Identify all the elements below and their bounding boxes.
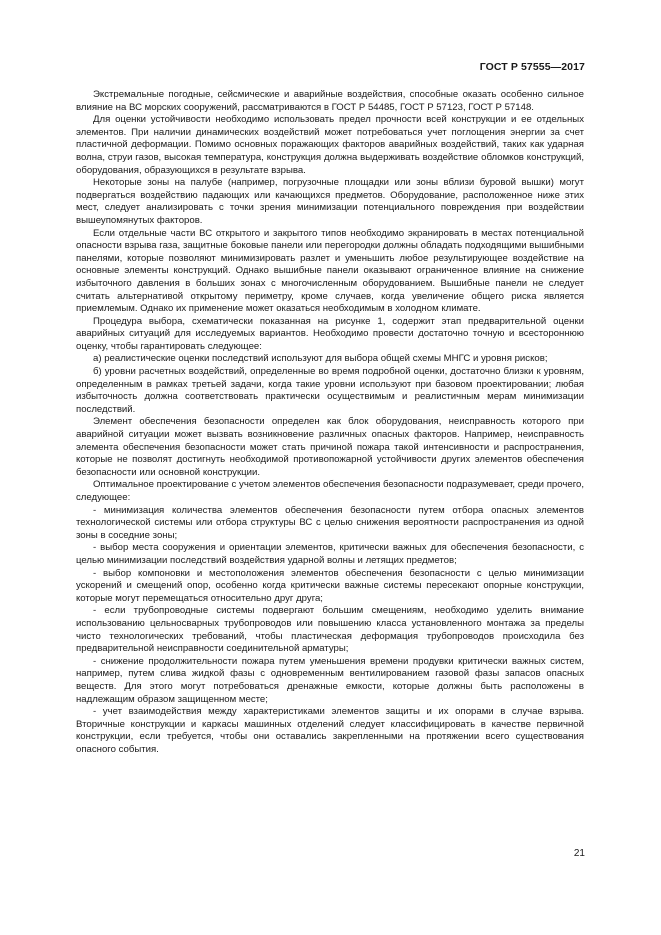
page-number: 21 <box>573 848 585 859</box>
document-standard-header: ГОСТ Р 57555—2017 <box>479 61 585 73</box>
paragraph-blast-panels: Если отдельные части ВС открытого и закрытого типов необходимо экранировать в местах потенциальной опасности взрыва газа, защитные боковые панели или перегородки должны обладать подходящими вышибными панелями, которые позволяют минимизировать разлет и уменьшить любое результирующее воздействие на основные элементы конструкций. Однако вышибные панели оказывают ограниченное влияние на снижение избыточного давления в больших зонах с многочисленным оборудованием. Вышибные панели не следует считать альтернативой открытому периметру, кроме случаев, когда увеличение общего риска является приемлемым. Однако их применение может оказаться необходимым в холодном климате. <box>76 227 584 315</box>
list-item-a: а) реалистические оценки последствий используют для выбора общей схемы МНГС и уровня рисков; <box>93 353 548 365</box>
paragraph-stability-assessment: Для оценки устойчивости необходимо использовать предел прочности всей конструкции и ее отдельных элементов. При наличии динамических воздействий может потребоваться учет поглощения энергии за счет пластичной деформации. Помимо основных поражающих факторов аварийных воздействий, таких как ударная волна, струи газов, высокая температура, конструкция должна выдерживать воздействие обломков конструкций, оборудования, образующихся в результате взрыва. <box>76 114 584 176</box>
document-body <box>76 89 584 756</box>
bullet-minimize-elements: - минимизация количества элементов обеспечения безопасности путем отбора опасных элементов технологической системы или отбора структуры ВС с целью снижения вероятности распространения из одной зоны в соседние зоны; <box>76 504 584 541</box>
list-item-b: б) уровни расчетных воздействий, определенные во время подробной оценки, достаточно близки к уровням, определенным в рамках третьей задачи, когда такие уровни используют при базовом проектировании; любая избыточность должна соответствовать практически осуществимым и реалистичным мерам минимизации последствий. <box>76 366 584 415</box>
bullet-layout-placement: - выбор компоновки и местоположения элементов обеспечения безопасности с целью минимизации ускорений и смещений опор, особенно когда критически важные системы пересекают опорные конструкции, которые могут перемещаться относительно друг друга; <box>76 567 584 604</box>
bullet-location-orientation: - выбор места сооружения и ориентации элементов, критически важных для обеспечения безопасности, с целью минимизации последствий воздействия ударной волны и летящих предметов; <box>76 542 584 566</box>
bullet-piping-systems: - если трубопроводные системы подвергают большим смещениям, необходимо уделить внимание использованию цельносварных трубопроводов или повышению класса установленного монтажа за пределы чисто технологических требований, чтобы пластическая деформация трубопроводов происходила без предварительной неисправности соединительной арматуры; <box>76 605 584 655</box>
paragraph-safety-element: Элемент обеспечения безопасности определен как блок оборудования, неисправность которого при аварийной ситуации может вызвать возникновение различных опасных факторов. Например, неисправность элемента обеспечения безопасности может стать причиной пожара такой интенсивности и распространения, которые не позволят достигнуть необходимой противопожарной устойчивости других элементов обеспечения безопасности или основной конструкции. <box>76 416 584 478</box>
bullet-protection-interaction: - учет взаимодействия между характеристиками элементов защиты и их опорами в случае взрыва. Вторичные конструкции и каркасы машинных отделений следует классифицировать в качестве первичной конструкции, если требуется, чтобы они оставались закрепленными на протяжении всего существования опасного события. <box>76 706 584 755</box>
bullet-fire-duration: - снижение продолжительности пожара путем уменьшения времени продувки критически важных систем, например, путем слива жидкой фазы с одновременным вентилированием газовой фазы запасов опасных веществ. Для этого могут потребоваться дренажные емкости, которые должны быть расположены в надлежащим образом защищенном месте; <box>76 655 584 705</box>
paragraph-deck-zones: Некоторые зоны на палубе (например, погрузочные площадки или зоны вблизи буровой вышки) могут подвергаться воздействию падающих или качающихся предметов. Оборудование, расположенное ниже этих мест, следует анализировать с точки зрения минимизации потенциального повреждения при воздействии вышеупомянутых факторов. <box>76 177 584 226</box>
paragraph-extreme-impacts: Экстремальные погодные, сейсмические и аварийные воздействия, способные оказать особенно сильное влияние на ВС морских сооружений, рассматриваются в ГОСТ Р 54485, ГОСТ Р 57123, ГОСТ Р 57148. <box>76 89 584 113</box>
paragraph-selection-procedure: Процедура выбора, схематически показанная на рисунке 1, содержит этап предварительной оценки аварийных ситуаций для исследуемых вариантов. Необходимо провести достаточно точную и всестороннюю оценку, чтобы гарантировать следующее: <box>76 315 584 352</box>
paragraph-optimal-design: Оптимальное проектирование с учетом элементов обеспечения безопасности подразумевает, среди прочего, следующее: <box>76 479 584 503</box>
